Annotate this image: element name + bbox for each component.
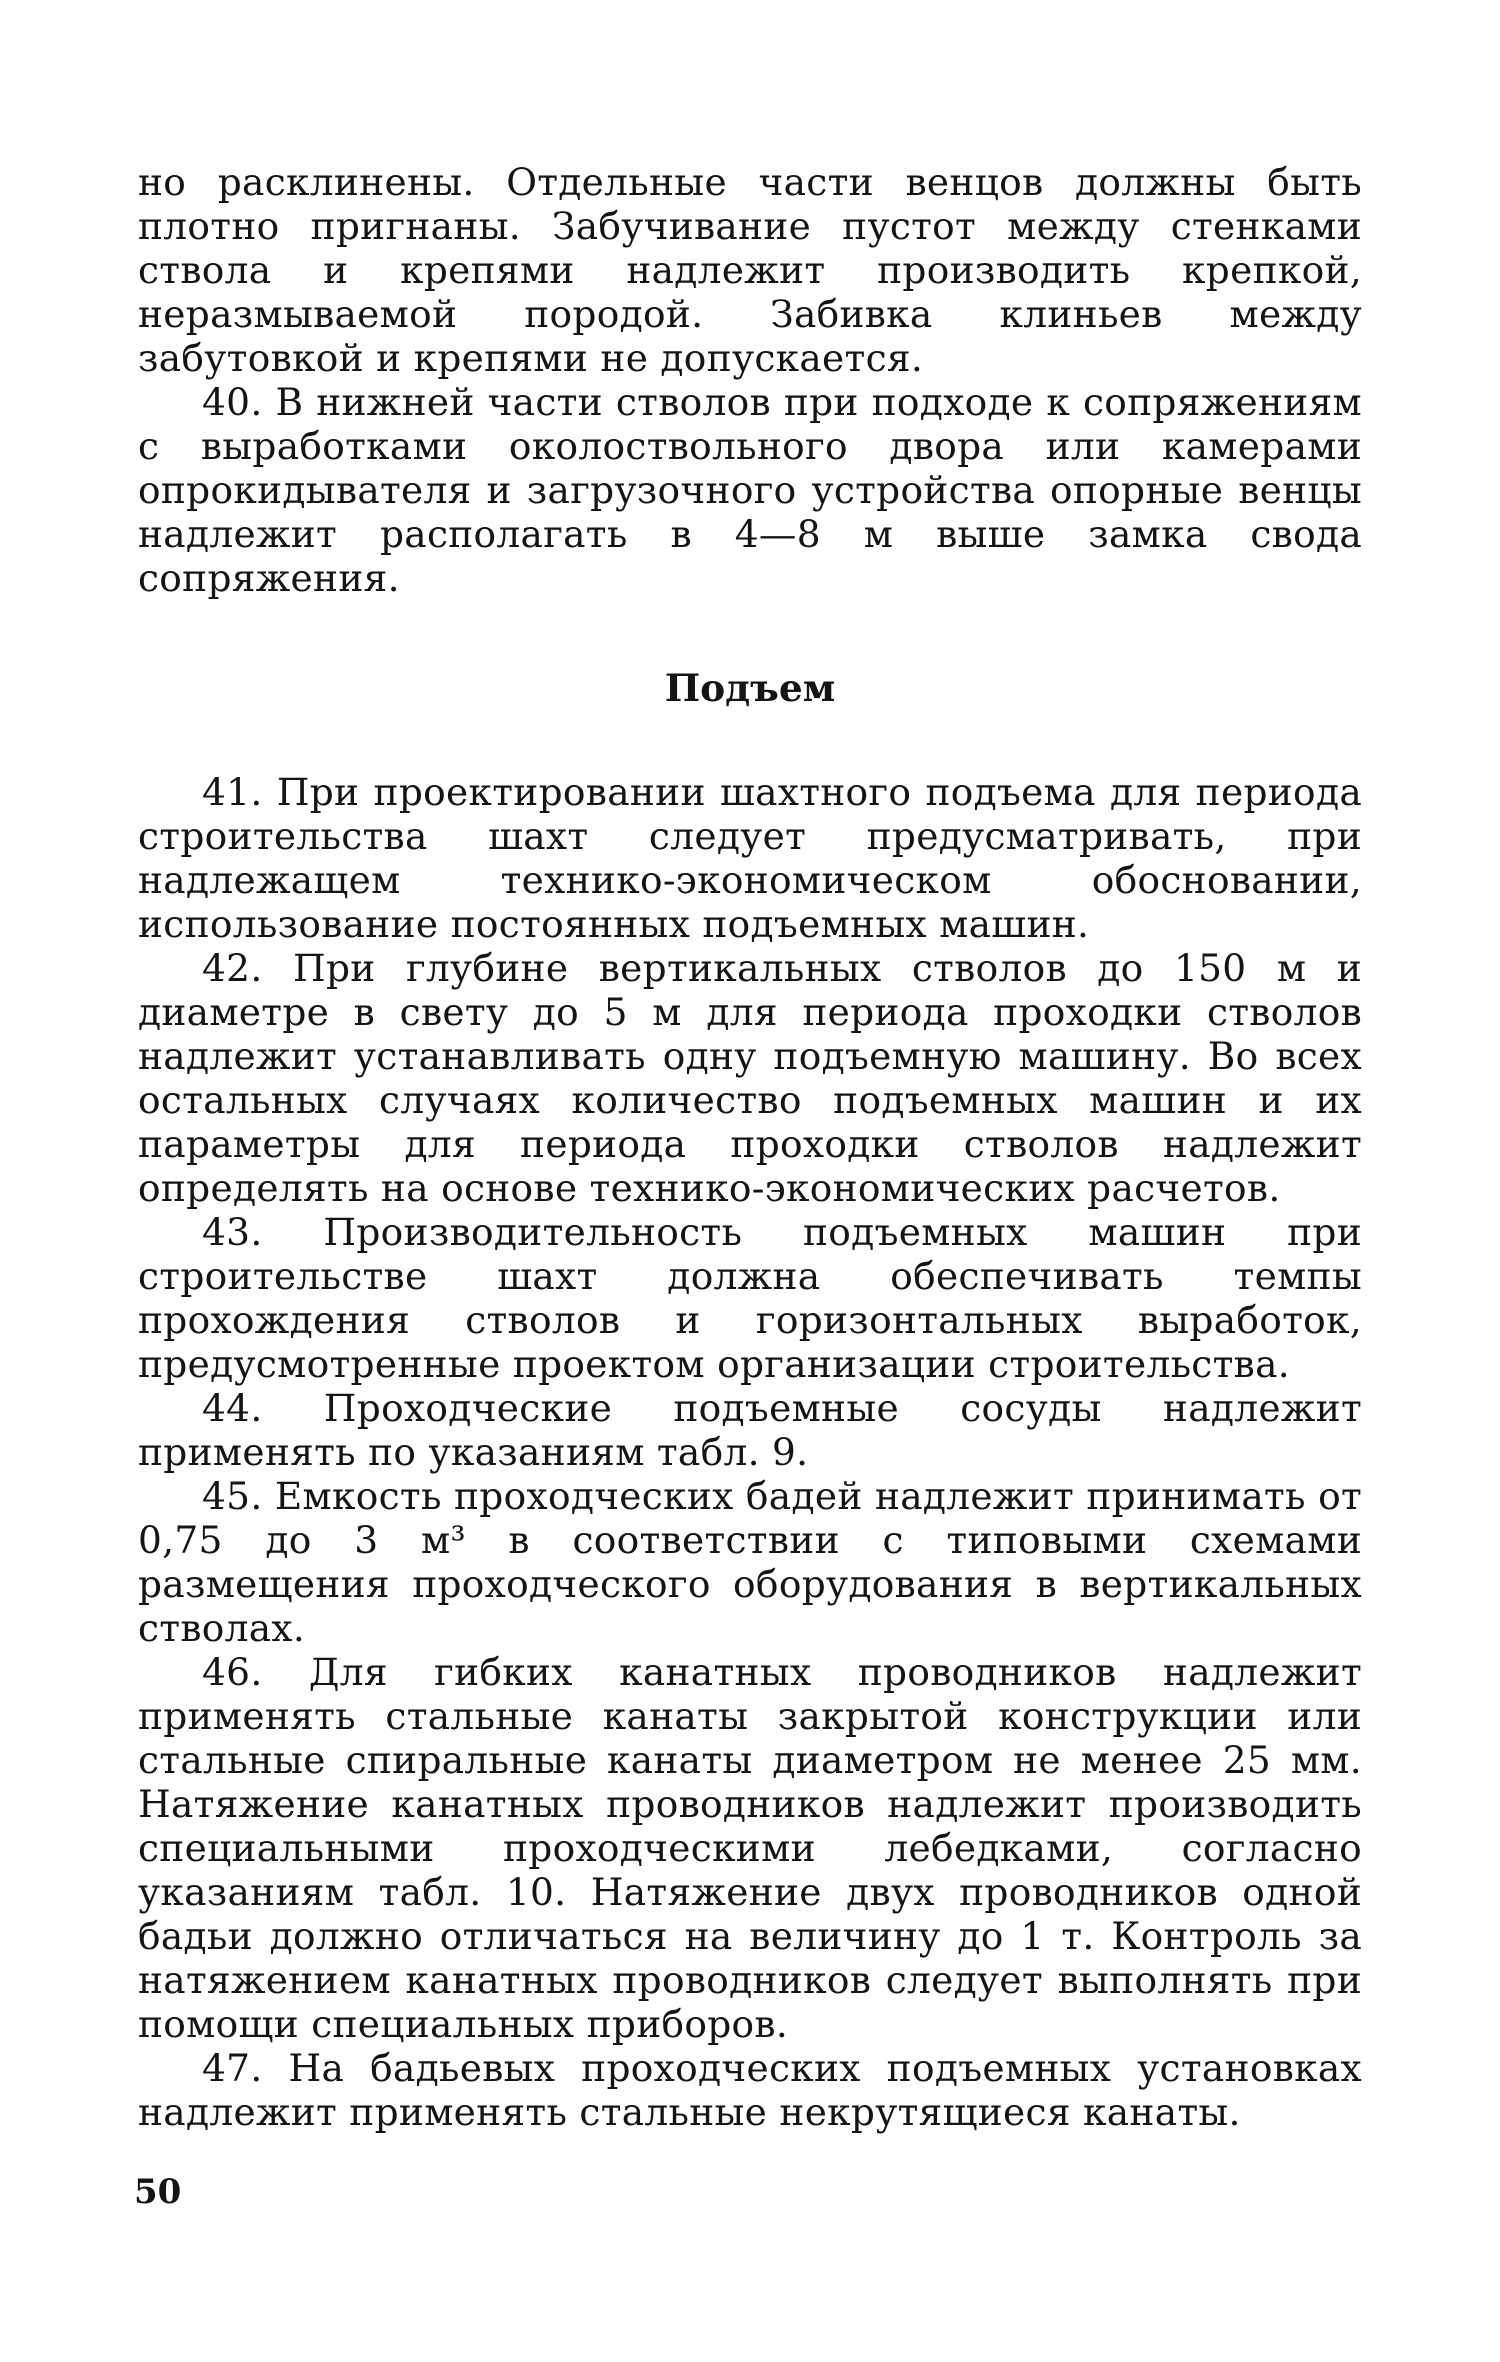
paragraph-44: 44. Проходческие подъемные сосуды надлежит применять по указаниям табл. 9. <box>138 1386 1362 1474</box>
paragraph-42: 42. При глубине вертикальных стволов до 150 м и диаметре в свету до 5 м для периода проходки стволов надлежит устанавливать одну подъемную машину. Во всех остальных случаях количество подъемных машин и их параметры для периода проходки стволов надлежит определять на основе технико-экономических расчетов. <box>138 946 1362 1210</box>
section-heading: Подъем <box>664 666 836 710</box>
page-number: 50 <box>134 2172 182 2212</box>
paragraph-47: 47. На бадьевых проходческих подъемных установках надлежит применять стальные некрутящиеся канаты. <box>138 2046 1362 2134</box>
paragraph-41: 41. При проектировании шахтного подъема для периода строительства шахт следует предусматривать, при надлежащем технико-экономическом обосновании, использование постоянных подъемных машин. <box>138 770 1362 946</box>
paragraph-40: 40. В нижней части стволов при подходе к сопряжениям с выработками околоствольного двора или камерами опрокидывателя и загрузочного устройства опорные венцы надлежит располагать в 4—8 м выше замка свода сопряжения. <box>138 380 1362 600</box>
document-page <box>138 160 1362 2134</box>
paragraph-continuation: но расклинены. Отдельные части венцов должны быть плотно пригнаны. Забучивание пустот между стенками ствола и крепями надлежит производить крепкой, неразмываемой породой. Забивка клиньев между забутовкой и крепями не допускается. <box>138 160 1362 380</box>
paragraph-43: 43. Производительность подъемных машин при строительстве шахт должна обеспечивать темпы прохождения стволов и горизонтальных выработок, предусмотренные проектом организации строительства. <box>138 1210 1362 1386</box>
paragraph-45: 45. Емкость проходческих бадей надлежит принимать от 0,75 до 3 м³ в соответствии с типовыми схемами размещения проходческого оборудования в вертикальных стволах. <box>138 1474 1362 1650</box>
paragraph-46: 46. Для гибких канатных проводников надлежит применять стальные канаты закрытой конструкции или стальные спиральные канаты диаметром не менее 25 мм. Натяжение канатных проводников надлежит производить специальными проходческими лебедками, согласно указаниям табл. 10. Натяжение двух проводников одной бадьи должно отличаться на величину до 1 т. Контроль за натяжением канатных проводников следует выполнять при помощи специальных приборов. <box>138 1650 1362 2046</box>
